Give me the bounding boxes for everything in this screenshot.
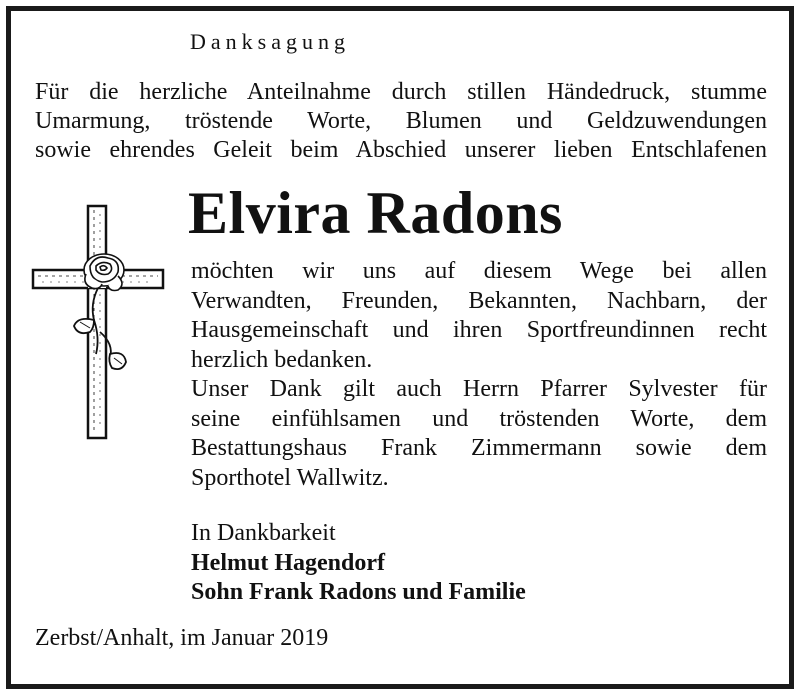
- intro-paragraph: [35, 78, 767, 165]
- signatory-name: Helmut Hagendorf: [191, 549, 385, 576]
- notice-heading: Danksagung: [190, 29, 350, 54]
- body-paragraph: [191, 257, 767, 493]
- body-line: möchten wir uns auf diesem Wege bei allen: [191, 258, 767, 284]
- place-date: Zerbst/Anhalt, im Januar 2019: [35, 625, 329, 651]
- intro-line: Für die herzliche Anteilnahme durch stillen Händedruck, stumme: [35, 79, 767, 105]
- closing-block: [191, 519, 526, 608]
- body-line: seine einfühlsamen und tröstenden Worte, dem: [191, 405, 767, 432]
- intro-line: sowie ehrendes Geleit beim Abschied unserer lieben Entschlafenen: [35, 137, 767, 163]
- body-line: herzlich bedanken.: [191, 346, 373, 373]
- body-line: Hausgemeinschaft und ihren Sportfreundinnen recht: [191, 317, 767, 343]
- body-line: Verwandten, Freunden, Bekannten, Nachbarn, der: [191, 287, 767, 314]
- closing-phrase: In Dankbarkeit: [191, 520, 336, 546]
- body-line: Sporthotel Wallwitz.: [191, 464, 389, 491]
- body-line: Bestattungshaus Frank Zimmermann sowie dem: [191, 435, 767, 461]
- deceased-name: Elvira Radons: [188, 180, 563, 246]
- body-line: Unser Dank gilt auch Herrn Pfarrer Sylvester für: [191, 376, 767, 402]
- signatory-name: Sohn Frank Radons und Familie: [191, 579, 526, 605]
- cross-with-rose-icon: [30, 204, 166, 444]
- intro-line: Umarmung, tröstende Worte, Blumen und Geldzuwendungen: [35, 108, 767, 134]
